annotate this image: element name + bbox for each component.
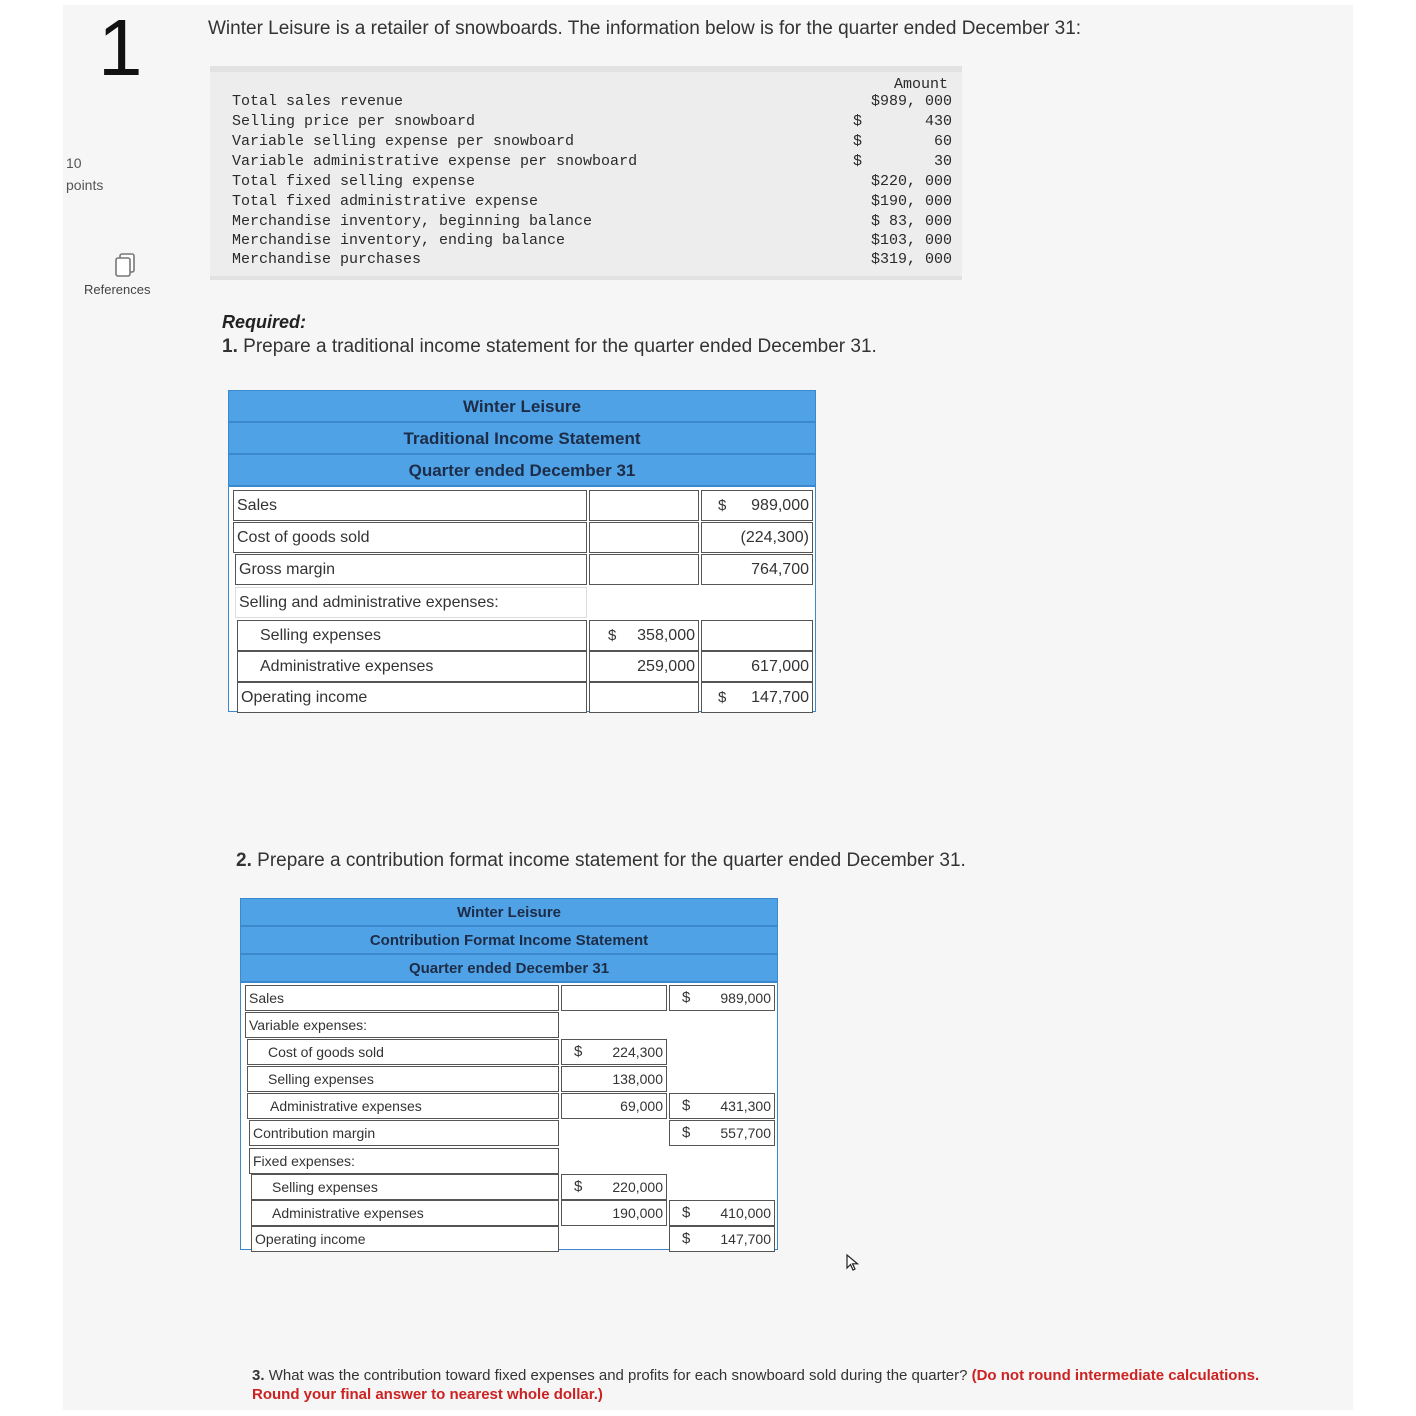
cogs-label[interactable]: Cost of goods sold: [233, 522, 587, 553]
currency-symbol: $: [718, 689, 727, 706]
currency-symbol: $: [574, 1043, 583, 1060]
currency-symbol: $: [682, 1124, 691, 1141]
requirement-2-number: 2.: [236, 850, 252, 871]
fixed-total-value: 410,000: [720, 1205, 771, 1221]
variable-total-value: 431,300: [720, 1098, 771, 1114]
fixed-total-input[interactable]: [669, 1200, 775, 1226]
contribution-income-statement: [240, 898, 778, 1250]
currency-symbol: $: [682, 989, 691, 1006]
operating-income-amount-input[interactable]: [589, 682, 699, 713]
fixed-expenses-label[interactable]: Fixed expenses:: [249, 1148, 559, 1174]
given-row-label: Total sales revenue: [232, 93, 404, 110]
sa-total-value[interactable]: 617,000: [701, 651, 813, 682]
given-row-label: Total fixed selling expense: [232, 173, 476, 190]
cogs-input[interactable]: [561, 1039, 667, 1065]
variable-selling-value[interactable]: 138,000: [561, 1066, 667, 1092]
given-row-label: Selling price per snowboard: [232, 113, 476, 130]
gross-margin-amount-input[interactable]: [589, 554, 699, 585]
contribution-margin-input[interactable]: [669, 1120, 775, 1146]
sales-total-input[interactable]: [701, 490, 813, 521]
requirement-3-number: 3.: [252, 1367, 265, 1384]
given-data-table: [210, 66, 962, 280]
operating-income-label[interactable]: Operating income: [251, 1226, 559, 1252]
requirement-3-text: What was the contribution toward fixed expenses and profits for each snowboard sold during the quarter?: [268, 1367, 968, 1384]
requirement-1-number: 1.: [222, 336, 238, 357]
sales-amount-input[interactable]: [561, 985, 667, 1011]
fixed-admin-label[interactable]: Administrative expenses: [251, 1200, 559, 1226]
requirement-2: [236, 850, 966, 872]
currency-symbol: $: [682, 1097, 691, 1114]
requirement-1: [222, 336, 877, 358]
statement-title: Traditional Income Statement: [229, 423, 815, 455]
given-row-label: Merchandise inventory, beginning balance: [232, 213, 593, 230]
given-row-amount: $ 30: [852, 153, 952, 170]
selling-expenses-label[interactable]: Selling expenses: [237, 620, 587, 651]
given-row-amount: $190, 000: [870, 193, 952, 210]
given-row-label: Variable administrative expense per snowboard: [232, 153, 638, 170]
variable-expenses-label[interactable]: Variable expenses:: [245, 1012, 559, 1038]
given-row-label: Total fixed administrative expense: [232, 193, 539, 210]
fixed-selling-label[interactable]: Selling expenses: [251, 1174, 559, 1200]
points-label: points: [66, 177, 104, 193]
statement-title: Contribution Format Income Statement: [241, 927, 777, 955]
selling-expenses-value: 358,000: [637, 627, 695, 644]
given-row-label: Merchandise purchases: [232, 251, 422, 268]
statement-company: Winter Leisure: [229, 391, 815, 423]
traditional-income-statement: [228, 390, 816, 712]
operating-income-label[interactable]: Operating income: [237, 682, 587, 713]
variable-total-input[interactable]: [669, 1093, 775, 1119]
currency-symbol: $: [718, 497, 727, 514]
currency-symbol: $: [682, 1204, 691, 1221]
given-row-amount: $ 83, 000: [870, 213, 952, 230]
variable-selling-label[interactable]: Selling expenses: [247, 1066, 559, 1092]
sales-value: 989,000: [720, 990, 771, 1006]
fixed-selling-value: 220,000: [612, 1179, 663, 1195]
currency-symbol: $: [608, 627, 617, 644]
contribution-margin-value: 557,700: [720, 1125, 771, 1141]
references-label[interactable]: References: [84, 282, 151, 297]
statement-period: Quarter ended December 31: [229, 455, 815, 487]
gross-margin-label[interactable]: Gross margin: [235, 554, 587, 585]
given-row-amount: $ 60: [852, 133, 952, 150]
given-row-label: Variable selling expense per snowboard: [232, 133, 575, 150]
currency-symbol: $: [574, 1178, 583, 1195]
operating-income-input[interactable]: [701, 682, 813, 713]
cogs-value[interactable]: (224,300): [701, 522, 813, 553]
fixed-admin-value[interactable]: 190,000: [561, 1200, 667, 1226]
question-number: 1: [98, 3, 143, 92]
intro-text: Winter Leisure is a retailer of snowboards. The information below is for the quarter ended December 31:: [208, 18, 1082, 39]
requirement-3: [252, 1366, 1292, 1404]
statement-period: Quarter ended December 31: [241, 955, 777, 983]
cogs-amount-input[interactable]: [589, 522, 699, 553]
given-row-amount: $319, 000: [870, 251, 952, 268]
points-info: [66, 152, 103, 196]
admin-expenses-value[interactable]: 259,000: [589, 651, 699, 682]
fixed-selling-input[interactable]: [561, 1174, 667, 1200]
gross-margin-value[interactable]: 764,700: [701, 554, 813, 585]
selling-expenses-input[interactable]: [589, 620, 699, 651]
sa-expenses-label[interactable]: Selling and administrative expenses:: [235, 587, 587, 618]
selling-total-input[interactable]: [701, 620, 813, 651]
amount-header: Amount: [893, 76, 948, 93]
given-row-amount: $220, 000: [870, 173, 952, 190]
operating-income-value: 147,700: [751, 689, 809, 706]
contribution-margin-label[interactable]: Contribution margin: [249, 1120, 559, 1146]
sales-value: 989,000: [751, 497, 809, 514]
required-heading: Required:: [222, 312, 307, 332]
cogs-value: 224,300: [612, 1044, 663, 1060]
mouse-pointer-icon: [846, 1254, 860, 1272]
given-row-amount: $989, 000: [870, 93, 952, 110]
given-row-amount: $ 430: [852, 113, 952, 130]
variable-admin-label[interactable]: Administrative expenses: [247, 1093, 559, 1119]
sales-total-input[interactable]: [669, 985, 775, 1011]
sales-label[interactable]: Sales: [233, 490, 587, 521]
currency-symbol: $: [682, 1230, 691, 1247]
sales-label[interactable]: Sales: [245, 985, 559, 1011]
given-row-amount: $103, 000: [870, 232, 952, 249]
operating-income-input[interactable]: [669, 1226, 775, 1252]
cogs-label[interactable]: Cost of goods sold: [247, 1039, 559, 1065]
requirement-1-text: Prepare a traditional income statement for the quarter ended December 31.: [243, 336, 877, 357]
points-value: 10: [66, 155, 82, 171]
statement-company: Winter Leisure: [241, 899, 777, 927]
sales-amount-input[interactable]: [589, 490, 699, 521]
requirement-3-note: (Do not round intermediate calculations. Round your final answer to nearest whole dollar.): [252, 1367, 1260, 1403]
requirement-2-text: Prepare a contribution format income statement for the quarter ended December 31.: [257, 850, 966, 871]
given-row-label: Merchandise inventory, ending balance: [232, 232, 566, 249]
references-icon[interactable]: [114, 252, 136, 278]
admin-expenses-label[interactable]: Administrative expenses: [237, 651, 587, 682]
operating-income-value: 147,700: [720, 1231, 771, 1247]
variable-admin-value[interactable]: 69,000: [561, 1093, 667, 1119]
